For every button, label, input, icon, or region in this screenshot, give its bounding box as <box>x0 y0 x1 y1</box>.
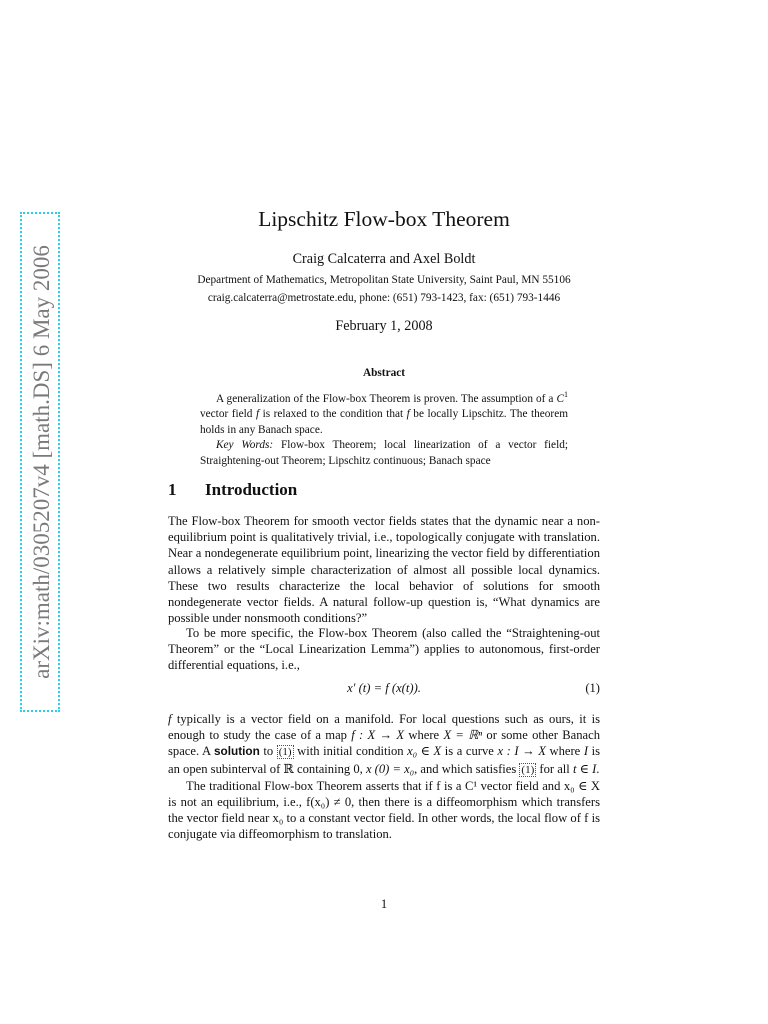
paragraph-3: f typically is a vector field on a manifold. For local questions such as ours, it is enough to study the case of a map f : X → X where X = ℝⁿ or some other Banach space. A solution to (1) with initial condition x₀ ∈ X is a curve x : I → X where I is an open subinterval of ℝ containing 0, x (0) = x₀, and which satisfies (1) for all t ∈ I. <box>168 712 601 776</box>
page-number: 1 <box>380 897 388 911</box>
section-number: 1 <box>168 480 177 499</box>
authors: Craig Calcaterra and Axel Boldt <box>292 251 476 267</box>
abstract-keywords <box>200 438 568 469</box>
equation-reference-link[interactable]: (1) <box>278 746 292 759</box>
keywords-label: Key Words: <box>216 439 274 452</box>
section-heading <box>168 480 297 500</box>
paragraph-4: The traditional Flow-box Theorem asserts that if f is a C¹ vector field and x₀ ∈ X is not an equilibrium, i.e., f(x₀) ≠ 0, then there is a diffeomorphism which transfers the vector field near x₀ to a constant vector field. In other words, the local flow of f is conjugate via diffeomorphism to translation. <box>168 778 600 842</box>
equation-reference-link[interactable]: (1) <box>521 763 535 776</box>
abstract-body <box>200 387 568 469</box>
equation-1 <box>168 681 600 699</box>
paper-title: Lipschitz Flow-box Theorem <box>258 207 510 231</box>
bold-term: solution <box>213 744 260 759</box>
keywords-list: Flow-box Theorem; local linearization of a vector field; Straightening-out Theorem; Lipschitz continuous; Banach space <box>200 439 568 467</box>
arxiv-identifier-stamp[interactable]: arXiv:math/0305207v4 [math.DS] 6 May 2006 <box>20 212 60 712</box>
contact-info: craig.calcaterra@metrostate.edu, phone: (651) 793-1423, fax: (651) 793-1446 <box>207 292 561 304</box>
section-title: Introduction <box>205 480 298 499</box>
affiliation: Department of Mathematics, Metropolitan State University, Saint Paul, MN 55106 <box>197 274 571 286</box>
paragraph: The Flow-box Theorem for smooth vector fields states that the dynamic near a non-equilibrium point is qualitatively trivial, i.e., topologically conjugate with translation. Near a nondegenerate equilibrium point, linearizing the vector field by differentiation allows a relatively simple characterization of almost all possible local dynamics. These two results characterize the local behavior of solutions for smooth nondegenerate vector fields. A natural follow-up question is, “What dynamics are possible under nonsmooth conditions?” <box>168 514 600 626</box>
abstract-heading: Abstract <box>362 367 406 379</box>
equation-number: (1) <box>585 681 600 695</box>
paragraph: To be more specific, the Flow-box Theorem (also called the “Straightening-out Theorem” or the “Local Linearization Lemma”) applies to autonomous, first-order differential equations, i.e., <box>168 626 600 673</box>
paper-date: February 1, 2008 <box>335 318 433 334</box>
abstract-text: A generalization of the Flow-box Theorem is proven. The assumption of a $C^1$ vector field f is relaxed to the condition that f be locally Lipschitz. The theorem holds in any Banach space. <box>200 390 568 436</box>
equation-math: x′ (t) = f (x(t)). <box>347 681 421 695</box>
paragraph <box>168 711 600 843</box>
